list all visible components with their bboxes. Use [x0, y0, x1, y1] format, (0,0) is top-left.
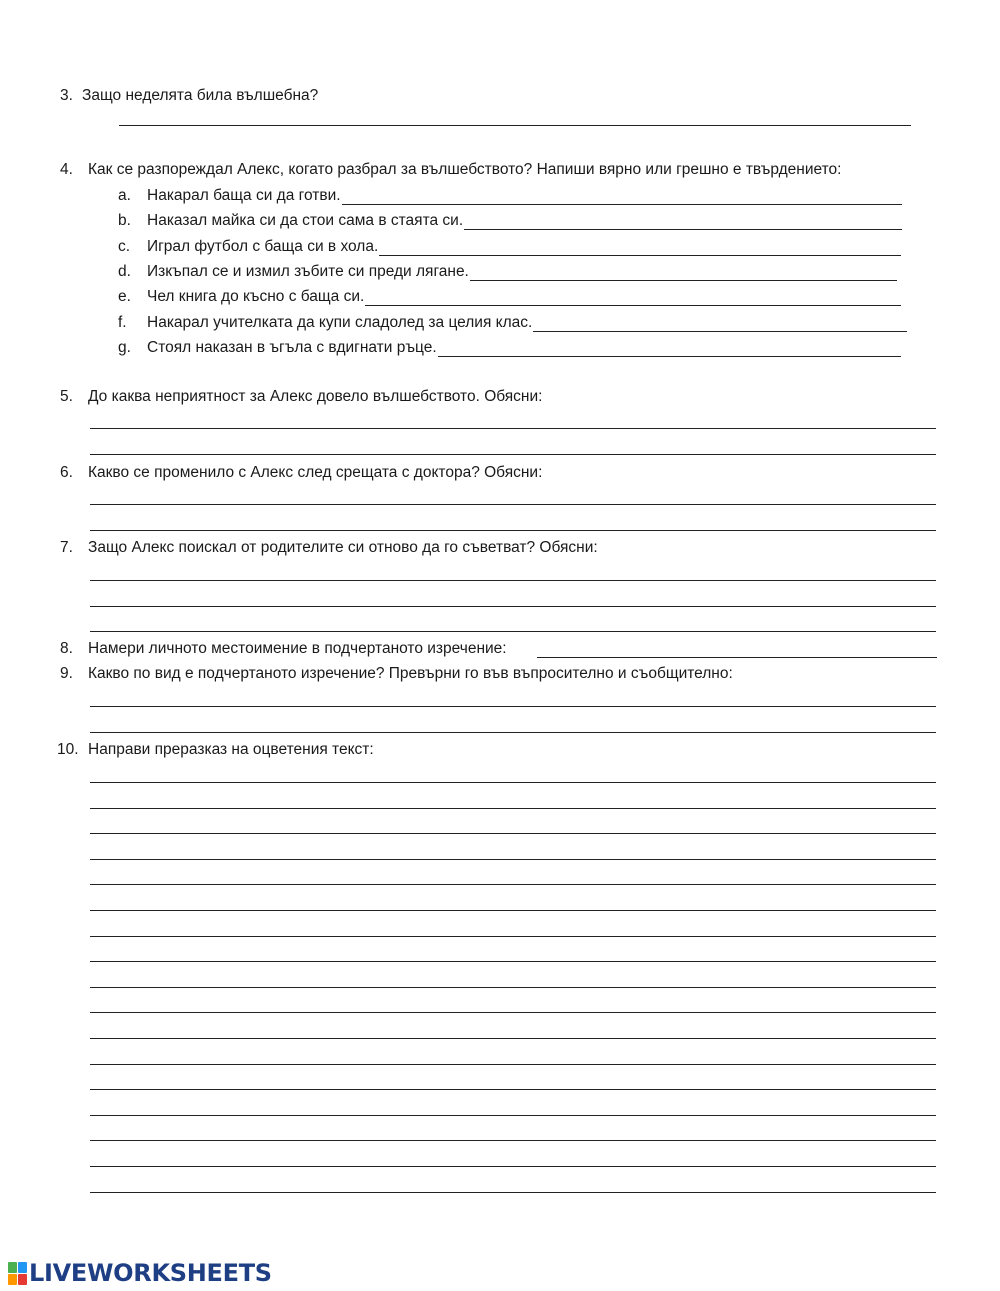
- answer-line[interactable]: [90, 1089, 936, 1090]
- answer-line[interactable]: [90, 1064, 936, 1065]
- question-6-text: Какво се променило с Алекс след срещата с доктора? Обясни:: [88, 464, 543, 481]
- answer-line[interactable]: [90, 884, 936, 885]
- question-7-number: 7.: [60, 539, 73, 556]
- question-7-text: Защо Алекс поискал от родителите си отново да го съветват? Обясни:: [88, 539, 598, 556]
- answer-line[interactable]: [90, 1038, 936, 1039]
- question-3-text: Защо неделята била вълшебна?: [82, 87, 319, 104]
- statement-text: Накарал баща си да готви.: [147, 187, 341, 204]
- answer-line[interactable]: [90, 936, 936, 937]
- statement-text: Стоял наказан в ъгъла с вдигнати ръце.: [147, 339, 437, 356]
- answer-line[interactable]: [90, 808, 936, 809]
- statement-text: Накарал учителката да купи сладолед за целия клас.: [147, 314, 533, 331]
- statement-text: Чел книга до късно с баща си.: [147, 288, 365, 305]
- statement-letter: c.: [118, 238, 131, 255]
- answer-line[interactable]: [90, 1192, 936, 1193]
- answer-line[interactable]: [90, 1166, 936, 1167]
- question-9-number: 9.: [60, 665, 73, 682]
- statement-letter: a.: [118, 187, 131, 204]
- answer-line[interactable]: [90, 706, 936, 707]
- logo-text: LIVEWORKSHEETS: [29, 1259, 272, 1287]
- answer-line[interactable]: [90, 859, 936, 860]
- statement-answer-line[interactable]: [470, 280, 897, 281]
- answer-line[interactable]: [90, 910, 936, 911]
- question-8-text: Намери личното местоимение в подчертаното изречение:: [88, 640, 507, 657]
- statement-letter: d.: [118, 263, 131, 280]
- question-10-text: Направи преразказ на оцветения текст:: [88, 741, 374, 758]
- answer-line[interactable]: [90, 833, 936, 834]
- statement-text: Наказал майка си да стои сама в стаята си.: [147, 212, 464, 229]
- answer-line[interactable]: [90, 1115, 936, 1116]
- answer-line[interactable]: [90, 428, 936, 429]
- answer-line[interactable]: [90, 631, 936, 632]
- statement-text: Играл футбол с баща си в хола.: [147, 238, 379, 255]
- answer-line[interactable]: [537, 657, 937, 658]
- answer-line[interactable]: [90, 782, 936, 783]
- statement-letter: e.: [118, 288, 131, 305]
- statement-letter: b.: [118, 212, 131, 229]
- question-4-number: 4.: [60, 161, 73, 178]
- statement-answer-line[interactable]: [533, 331, 907, 332]
- question-6-number: 6.: [60, 464, 73, 481]
- statement-text: Изкъпал се и измил зъбите си преди лягане.: [147, 263, 469, 280]
- statement-answer-line[interactable]: [379, 255, 901, 256]
- statement-answer-line[interactable]: [438, 356, 901, 357]
- question-8-number: 8.: [60, 640, 73, 657]
- answer-line[interactable]: [90, 580, 936, 581]
- question-5-number: 5.: [60, 388, 73, 405]
- answer-line[interactable]: [119, 125, 911, 126]
- question-4-text: Как се разпореждал Алекс, когато разбрал за вълшебството? Напиши вярно или грешно е твърдението:: [88, 161, 842, 178]
- answer-line[interactable]: [90, 732, 936, 733]
- answer-line[interactable]: [90, 606, 936, 607]
- answer-line[interactable]: [90, 454, 936, 455]
- question-5-text: До каква неприятност за Алекс довело вълшебството. Обясни:: [88, 388, 543, 405]
- answer-line[interactable]: [90, 987, 936, 988]
- statement-letter: g.: [118, 339, 131, 356]
- answer-line[interactable]: [90, 1140, 936, 1141]
- question-9-text: Какво по вид е подчертаното изречение? Превърни го във въпросително и съобщително:: [88, 665, 733, 682]
- answer-line[interactable]: [90, 530, 936, 531]
- answer-line[interactable]: [90, 1012, 936, 1013]
- answer-line[interactable]: [90, 504, 936, 505]
- statement-letter: f.: [118, 314, 127, 331]
- question-3-number: 3.: [60, 87, 73, 104]
- statement-answer-line[interactable]: [342, 204, 902, 205]
- question-10-number: 10.: [57, 741, 79, 758]
- statement-answer-line[interactable]: [365, 305, 901, 306]
- logo-icon: [8, 1262, 26, 1284]
- liveworksheets-logo: [8, 1258, 272, 1288]
- statement-answer-line[interactable]: [464, 229, 902, 230]
- answer-line[interactable]: [90, 961, 936, 962]
